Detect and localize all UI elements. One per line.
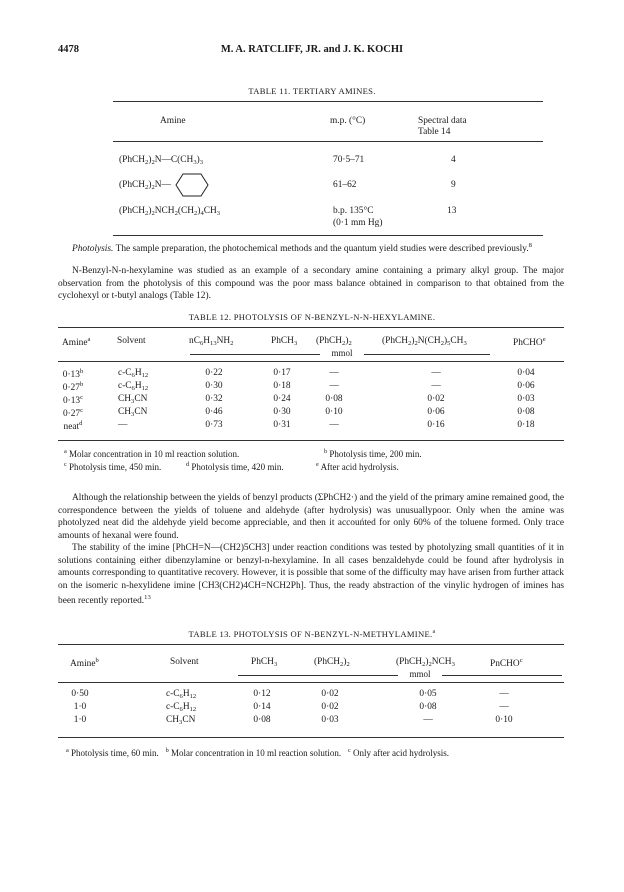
table12-col-toluene: PhCH$_3$ [271, 336, 298, 347]
table11-col-amine: Amine [160, 116, 186, 126]
table13-row-3-col-2: $CH_3CN$ [166, 715, 196, 726]
table11-row-2-mp: 61–62 [333, 180, 357, 190]
table11-header-rule [113, 141, 543, 142]
table13-row-2-col-3: 0·14 [253, 702, 271, 712]
table12-row-3-col-6: 0·02 [427, 394, 445, 404]
running-head: M. A. RATCLIFF, JR. and J. K. KOCHI [220, 44, 404, 55]
table12-col-bibenzyl: $(PhCH_2)_2$ [316, 336, 352, 347]
table13-header-rule [58, 682, 564, 683]
table12-title: TABLE 12. PHOTOLYSIS OF N-BENZYL-N-N-HEXYLAMINE. [188, 312, 436, 322]
paragraph-benzyl-products: Although the relationship between the yields of benzyl products (ΣPhCH2·) and the yield of the primary amine remained good, the correspondence between the yields of toluene and aldehyde (after hydrolysis) was unusuallypoor. Only when the amine was photolyzed neat did the aldehyde yield become appreciable, and then it accouńted for only 60% of the toluene formed. Only trace amounts of hexanal were found. [58, 493, 564, 541]
table12-row-2-col-4: 0·18 [273, 381, 291, 391]
table12-row-4-col-1: $0\cdot 27^c$ [62, 407, 84, 420]
table12-row-2-col-1: $0\cdot 27^b$ [62, 381, 84, 394]
table13-row-2-col-2: $c-C_6H_{12}$ [166, 702, 197, 713]
table13-unit-label: mmol [409, 669, 431, 679]
table11-col-mp: m.p. (°C) [330, 116, 366, 126]
table11-row-1-spec: 4 [451, 155, 456, 165]
table12-unit-rule-left [190, 354, 320, 355]
table13-unit-rule-left [238, 675, 398, 676]
table11-col-spectral-table: Table 14 [418, 127, 451, 137]
page-number: 4478 [58, 44, 79, 55]
table12-row-5-col-3: 0·73 [205, 420, 223, 430]
table12-row-1-col-5: — [329, 368, 339, 378]
table11-row-2-amine: $(PhCH_2)_2N—$ [119, 180, 171, 191]
table13-row-1-col-3: 0·12 [253, 689, 271, 699]
table12-row-5-col-6: 0·16 [427, 420, 445, 430]
table12-row-1-col-7: 0·04 [517, 368, 535, 378]
table12-row-1-col-6: — [431, 368, 441, 378]
table12-footnote-d: $^d$ Photolysis time, 420 min. [186, 461, 284, 472]
table12-col-amine: Amine$^a$ [62, 336, 91, 349]
table12-row-3-col-5: 0·08 [325, 394, 343, 404]
table12-row-5-col-7: 0·18 [517, 420, 535, 430]
table13-row-3-col-5: — [423, 715, 433, 725]
table12-row-1-col-3: 0·22 [205, 368, 223, 378]
table12-unit-label: mmol [331, 348, 353, 358]
table11-bottom-rule [113, 235, 543, 236]
table13-row-2-col-6: — [499, 702, 509, 712]
table12-row-3-col-1: $0\cdot 13^c$ [62, 394, 84, 407]
table13-bottom-rule [58, 737, 564, 738]
table12-row-2-col-2: $c-C_6H_{12}$ [118, 381, 149, 392]
cyclohexyl-ring-icon [175, 170, 209, 200]
table13-row-3-col-4: 0·03 [321, 715, 339, 725]
table12-row-2-col-5: — [329, 381, 339, 391]
table12-row-1-col-2: $c-C_6H_{12}$ [118, 368, 149, 379]
table12-row-5-col-4: 0·31 [273, 420, 291, 430]
table13-row-3-col-3: 0·08 [253, 715, 271, 725]
table11-col-spectral: Spectral data [418, 116, 467, 126]
table11-row-3-spec: 13 [447, 206, 457, 216]
table13-col-bibenzyl: $(PhCH_2)_2$ [314, 657, 350, 668]
table11-row-3-pressure: (0·1 mm Hg) [333, 218, 383, 228]
table12-unit-rule-right [364, 354, 490, 355]
table12-row-5-col-5: — [329, 420, 339, 430]
table12-row-5-col-1: neat$^d$ [63, 420, 83, 433]
table12-row-2-col-3: 0·30 [205, 381, 223, 391]
table11-row-1-mp: 70·5–71 [333, 155, 365, 165]
table12-col-hexylamine: $nC_6H_{13}NH_2$ [189, 336, 234, 347]
table12-row-3-col-7: 0·03 [517, 394, 535, 404]
table11-row-3-bp: b.p. 135°C [333, 206, 374, 216]
table12-col-benzaldehyde: PhCHO$^e$ [513, 336, 546, 349]
table13-col-solvent: Solvent [170, 657, 199, 667]
table12-footnote-e: $^e$ After acid hydrolysis. [316, 461, 399, 472]
table12-row-4-col-6: 0·06 [427, 407, 445, 417]
table12-row-4-col-7: 0·08 [517, 407, 535, 417]
table12-row-3-col-2: $CH_3CN$ [118, 394, 148, 405]
table11-row-3-amine: $(PhCH_2)_2NCH_2(CH_2)_4CH_3$ [119, 206, 221, 217]
table13-footnotes: $^a$ Photolysis time, 60 min. $^b$ Molar concentration in 10 ml reaction solution. $^c$ Only after acid hydrolysis. [66, 747, 449, 758]
table12-footnote-c: $^c$ Photolysis time, 450 min. [64, 461, 162, 472]
table12-top-rule [58, 327, 564, 328]
table12-col-solvent: Solvent [117, 336, 146, 346]
table13-title: TABLE 13. PHOTOLYSIS OF N-BENZYL-N-METHYLAMINE.$^a$ [188, 629, 436, 639]
table12-row-3-col-4: 0·24 [273, 394, 291, 404]
paragraph-photolysis: Photolysis. The sample preparation, the photochemical methods and the quantum yield studies were described previously.$^8$ [72, 242, 532, 255]
table11-top-rule [113, 101, 543, 102]
table12-row-1-col-4: 0·17 [273, 368, 291, 378]
table12-row-4-col-5: 0·10 [325, 407, 343, 417]
table12-row-3-col-3: 0·32 [205, 394, 223, 404]
table13-row-1-col-5: 0·05 [419, 689, 437, 699]
table12-row-5-col-2: — [118, 420, 128, 430]
table12-footnote-b: $^b$ Photolysis time, 200 min. [324, 448, 422, 459]
table13-row-3-col-1: 1·0 [73, 715, 87, 725]
table12-row-2-col-6: — [431, 381, 441, 391]
table13-row-1-col-2: $c-C_6H_{12}$ [166, 689, 197, 700]
table11-title: TABLE 11. TERTIARY AMINES. [248, 86, 376, 96]
table12-col-tertiary-amine: $(PhCH_2)_2N(CH_2)_5CH_3$ [382, 336, 467, 347]
table11-row-1-amine: $(PhCH_2)_2N—C(CH_3)_3$ [119, 155, 204, 166]
table13-col-benzaldehyde: PnCHO$^c$ [490, 657, 523, 670]
table13-top-rule [58, 644, 564, 645]
table12-row-4-col-2: $CH_3CN$ [118, 407, 148, 418]
table12-footnote-a: $^a$ Molar concentration in 10 ml reaction solution. [64, 448, 240, 459]
table13-row-2-col-4: 0·02 [321, 702, 339, 712]
table13-row-1-col-6: — [499, 689, 509, 699]
table13-col-toluene: PhCH$_3$ [251, 657, 278, 668]
paragraph-imine-stability: The stability of the imine [PhCH=N—(CH2)5CH3] under reaction conditions was tested by photolyzing small quantities of it in solutions containing either dibenzylamine or benzyl-n-hexylamine. In all cases benzaldehyde could be found after hydrolysis in amounts corresponding to quantitative recovery. However, it is possible that some of the difficulty may have arisen from further attack on the isomeric n-hexylidene imine [CH3(CH2)4CH=NCH2Ph]. Thus, the ready abstraction of the vinylic hydrogen of imines has been recently reported.$^{13}$ [58, 543, 564, 607]
table13-row-1-col-4: 0·02 [321, 689, 339, 699]
table13-row-2-col-5: 0·08 [419, 702, 437, 712]
table12-row-2-col-7: 0·06 [517, 381, 535, 391]
table12-bottom-rule [58, 440, 564, 441]
table12-row-4-col-3: 0·46 [205, 407, 223, 417]
table13-row-2-col-1: 1·0 [73, 702, 87, 712]
table12-header-rule [58, 361, 564, 362]
table13-col-tertiary-amine: $(PhCH_2)_2NCH_3$ [396, 657, 455, 668]
table12-row-1-col-1: $0\cdot 13^b$ [62, 368, 84, 381]
table13-col-amine: Amine$^b$ [70, 657, 99, 670]
table13-unit-rule-right [442, 675, 562, 676]
table12-row-4-col-4: 0·30 [273, 407, 291, 417]
paragraph-benzyl-hexylamine: N-Benzyl-N-n-hexylamine was studied as an example of a secondary amine containing a primary alkyl group. The major observation from the photolysis of this compound was the poor mass balance obtained in comparison to that obtained from the cyclohexyl or t-butyl analogs (Table 12). [58, 266, 564, 301]
table13-row-1-col-1: 0·50 [71, 689, 89, 699]
table11-row-2-spec: 9 [451, 180, 456, 190]
table13-row-3-col-6: 0·10 [495, 715, 513, 725]
